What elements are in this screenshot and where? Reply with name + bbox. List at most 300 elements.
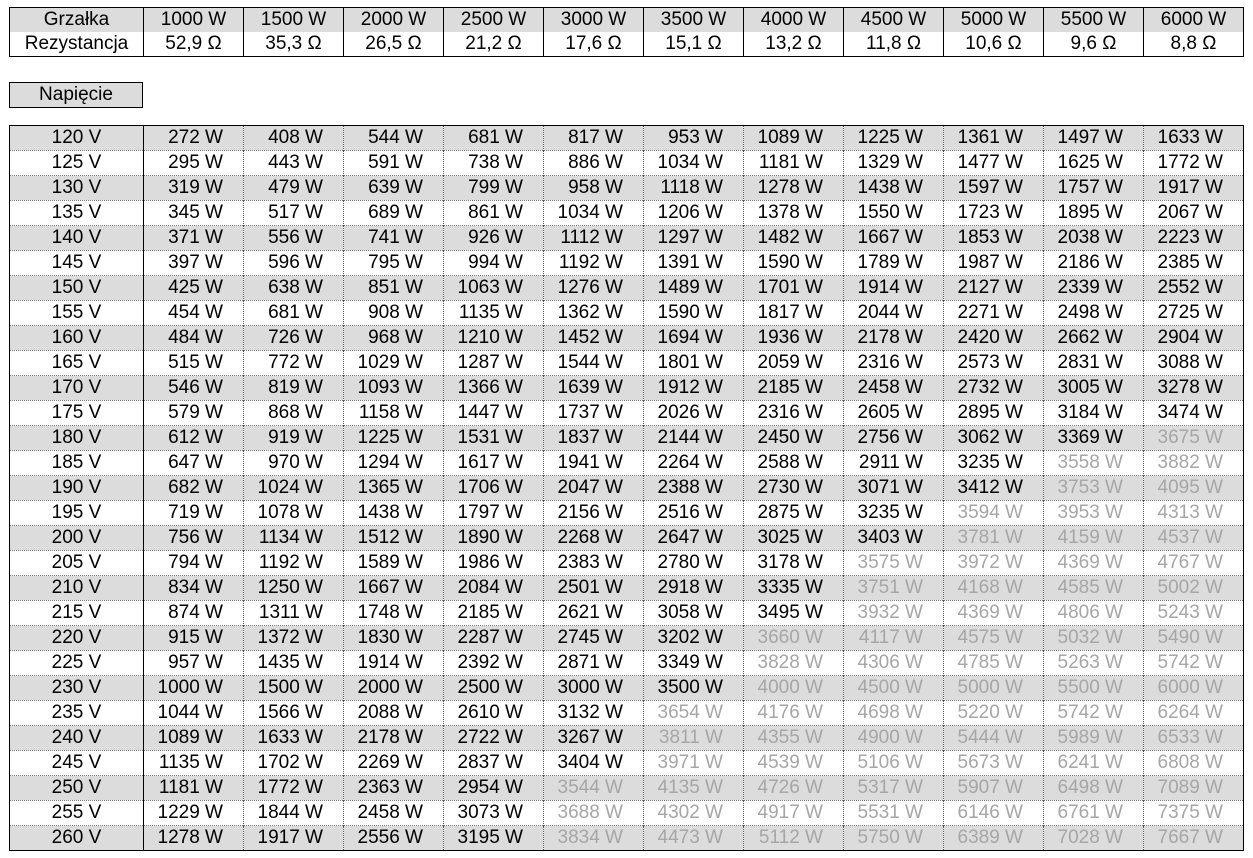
- power-cell: 794 W: [144, 551, 244, 576]
- power-cell: 454 W: [144, 301, 244, 326]
- power-cell: 1531 W: [444, 426, 544, 451]
- power-cell: 1034 W: [644, 151, 744, 176]
- power-cell: 3267 W: [544, 726, 644, 751]
- power-cell: 3058 W: [644, 601, 744, 626]
- table-row: [10, 451, 1244, 476]
- table-row: [10, 226, 1244, 251]
- voltage-cell: 180 V: [10, 426, 144, 451]
- power-cell: 295 W: [144, 151, 244, 176]
- voltage-cell: 175 V: [10, 401, 144, 426]
- power-cell: 1500 W: [244, 676, 344, 701]
- power-cell: 2588 W: [744, 451, 844, 476]
- power-cell: 4539 W: [744, 751, 844, 776]
- power-cell: 1566 W: [244, 701, 344, 726]
- power-cell: 3073 W: [444, 801, 544, 826]
- table-row: [10, 151, 1244, 176]
- power-cell: 2186 W: [1044, 251, 1144, 276]
- power-cell: 2954 W: [444, 776, 544, 801]
- resistance-cell: 8,8 Ω: [1144, 32, 1244, 57]
- power-cell: 3753 W: [1044, 476, 1144, 501]
- power-cell: 4917 W: [744, 801, 844, 826]
- power-cell: 3781 W: [944, 526, 1044, 551]
- power-cell: 425 W: [144, 276, 244, 301]
- power-cell: 1941 W: [544, 451, 644, 476]
- power-cell: 2610 W: [444, 701, 544, 726]
- power-cell: 2392 W: [444, 651, 544, 676]
- power-cell: 5673 W: [944, 751, 1044, 776]
- power-cell: 3594 W: [944, 501, 1044, 526]
- table-row: [10, 301, 1244, 326]
- power-cell: 741 W: [344, 226, 444, 251]
- power-cell: 1667 W: [844, 226, 944, 251]
- power-cell: 719 W: [144, 501, 244, 526]
- power-cell: 2127 W: [944, 276, 1044, 301]
- power-cell: 2047 W: [544, 476, 644, 501]
- power-cell: 5032 W: [1044, 626, 1144, 651]
- power-cell: 2556 W: [344, 826, 444, 851]
- voltage-cell: 145 V: [10, 251, 144, 276]
- power-cell: 1297 W: [644, 226, 744, 251]
- power-cell: 681 W: [244, 301, 344, 326]
- power-cell: 3500 W: [644, 676, 744, 701]
- power-cell: 6808 W: [1144, 751, 1244, 776]
- voltage-cell: 205 V: [10, 551, 144, 576]
- power-cell: 1276 W: [544, 276, 644, 301]
- power-cell: 5317 W: [844, 776, 944, 801]
- power-cell: 2516 W: [644, 501, 744, 526]
- power-cell: 4306 W: [844, 651, 944, 676]
- power-cell: 1118 W: [644, 176, 744, 201]
- power-cell: 1378 W: [744, 201, 844, 226]
- power-cell: 2647 W: [644, 526, 744, 551]
- power-cell: 4000 W: [744, 676, 844, 701]
- power-cell: 1089 W: [744, 126, 844, 151]
- power-cell: 3495 W: [744, 601, 844, 626]
- power-cell: 4900 W: [844, 726, 944, 751]
- power-cell: 1210 W: [444, 326, 544, 351]
- table-row: [10, 676, 1244, 701]
- power-cell: 1986 W: [444, 551, 544, 576]
- power-cell: 2573 W: [944, 351, 1044, 376]
- power-cell: 1617 W: [444, 451, 544, 476]
- power-cell: 1853 W: [944, 226, 1044, 251]
- resistance-cell: 17,6 Ω: [544, 32, 644, 57]
- power-cell: 1034 W: [544, 201, 644, 226]
- power-cell: 4806 W: [1044, 601, 1144, 626]
- power-cell: 2363 W: [344, 776, 444, 801]
- power-cell: 2722 W: [444, 726, 544, 751]
- power-cell: 834 W: [144, 576, 244, 601]
- power-cell: 1912 W: [644, 376, 744, 401]
- power-cell: 1772 W: [1144, 151, 1244, 176]
- power-cell: 7089 W: [1144, 776, 1244, 801]
- power-cell: 2038 W: [1044, 226, 1144, 251]
- table-row: [10, 251, 1244, 276]
- power-cell: 639 W: [344, 176, 444, 201]
- power-cell: 957 W: [144, 651, 244, 676]
- power-cell: 4369 W: [1044, 551, 1144, 576]
- power-cell: 1372 W: [244, 626, 344, 651]
- power-cell: 4785 W: [944, 651, 1044, 676]
- table-row: [10, 351, 1244, 376]
- resistance-label: Rezystancja: [10, 32, 144, 57]
- heater-power-cell: 5000 W: [944, 8, 1044, 33]
- heater-power-cell: 1000 W: [144, 8, 244, 33]
- power-cell: 1278 W: [744, 176, 844, 201]
- power-cell: 1438 W: [344, 501, 444, 526]
- power-cell: 6498 W: [1044, 776, 1144, 801]
- power-cell: 1890 W: [444, 526, 544, 551]
- power-cell: 817 W: [544, 126, 644, 151]
- power-cell: 1639 W: [544, 376, 644, 401]
- power-cell: 3654 W: [644, 701, 744, 726]
- voltage-cell: 200 V: [10, 526, 144, 551]
- power-cell: 2383 W: [544, 551, 644, 576]
- power-cell: 1512 W: [344, 526, 444, 551]
- table-row: [10, 651, 1244, 676]
- power-cell: 2420 W: [944, 326, 1044, 351]
- table-row: [10, 626, 1244, 651]
- power-cell: 1590 W: [644, 301, 744, 326]
- power-cell: 1294 W: [344, 451, 444, 476]
- power-cell: 7375 W: [1144, 801, 1244, 826]
- power-cell: 3000 W: [544, 676, 644, 701]
- power-cell: 3335 W: [744, 576, 844, 601]
- heater-power-cell: 3000 W: [544, 8, 644, 33]
- power-cell: 2725 W: [1144, 301, 1244, 326]
- power-cell: 2552 W: [1144, 276, 1244, 301]
- power-cell: 3675 W: [1144, 426, 1244, 451]
- power-cell: 2178 W: [844, 326, 944, 351]
- power-cell: 638 W: [244, 276, 344, 301]
- power-cell: 1435 W: [244, 651, 344, 676]
- power-cell: 4726 W: [744, 776, 844, 801]
- power-cell: 1917 W: [244, 826, 344, 851]
- power-cell: 1597 W: [944, 176, 1044, 201]
- heater-power-cell: 6000 W: [1144, 8, 1244, 33]
- power-cell: 1789 W: [844, 251, 944, 276]
- power-cell: 2067 W: [1144, 201, 1244, 226]
- power-cell: 2450 W: [744, 426, 844, 451]
- power-cell: 2185 W: [444, 601, 544, 626]
- power-cell: 1329 W: [844, 151, 944, 176]
- power-cell: 1181 W: [144, 776, 244, 801]
- voltage-cell: 130 V: [10, 176, 144, 201]
- voltage-cell: 260 V: [10, 826, 144, 851]
- power-cell: 2871 W: [544, 651, 644, 676]
- power-cell: 1366 W: [444, 376, 544, 401]
- power-cell: 795 W: [344, 251, 444, 276]
- heater-power-cell: 3500 W: [644, 8, 744, 33]
- power-cell: 926 W: [444, 226, 544, 251]
- power-cell: 1089 W: [144, 726, 244, 751]
- power-cell: 1477 W: [944, 151, 1044, 176]
- power-cell: 2662 W: [1044, 326, 1144, 351]
- power-cell: 5243 W: [1144, 601, 1244, 626]
- power-cell: 908 W: [344, 301, 444, 326]
- voltage-cell: 190 V: [10, 476, 144, 501]
- power-cell: 1830 W: [344, 626, 444, 651]
- power-cell: 1667 W: [344, 576, 444, 601]
- power-cell: 3278 W: [1144, 376, 1244, 401]
- power-cell: 6533 W: [1144, 726, 1244, 751]
- power-cell: 2911 W: [844, 451, 944, 476]
- table-row: [10, 426, 1244, 451]
- power-cell: 2745 W: [544, 626, 644, 651]
- power-cell: 3088 W: [1144, 351, 1244, 376]
- power-cell: 479 W: [244, 176, 344, 201]
- power-cell: 1895 W: [1044, 201, 1144, 226]
- power-cell: 1438 W: [844, 176, 944, 201]
- power-cell: 3688 W: [544, 801, 644, 826]
- power-cell: 1489 W: [644, 276, 744, 301]
- power-cell: 2895 W: [944, 401, 1044, 426]
- power-cell: 4473 W: [644, 826, 744, 851]
- power-cell: 3403 W: [844, 526, 944, 551]
- heater-power-cell: 4000 W: [744, 8, 844, 33]
- power-cell: 2339 W: [1044, 276, 1144, 301]
- power-cell: 1837 W: [544, 426, 644, 451]
- resistance-cell: 13,2 Ω: [744, 32, 844, 57]
- power-cell: 1625 W: [1044, 151, 1144, 176]
- power-cell: 5989 W: [1044, 726, 1144, 751]
- power-cell: 1590 W: [744, 251, 844, 276]
- power-cell: 5907 W: [944, 776, 1044, 801]
- power-cell: 4302 W: [644, 801, 744, 826]
- power-cell: 3235 W: [844, 501, 944, 526]
- voltage-cell: 140 V: [10, 226, 144, 251]
- power-cell: 1362 W: [544, 301, 644, 326]
- power-cell: 3404 W: [544, 751, 644, 776]
- power-cell: 772 W: [244, 351, 344, 376]
- power-cell: 738 W: [444, 151, 544, 176]
- power-cell: 2269 W: [344, 751, 444, 776]
- power-cell: 1723 W: [944, 201, 1044, 226]
- table-row: [10, 501, 1244, 526]
- power-cell: 1229 W: [144, 801, 244, 826]
- power-cell: 1391 W: [644, 251, 744, 276]
- heater-row: [10, 8, 1244, 33]
- power-cell: 1589 W: [344, 551, 444, 576]
- heater-header-table: [9, 7, 1244, 57]
- power-cell: 3071 W: [844, 476, 944, 501]
- table-row: [10, 551, 1244, 576]
- power-cell: 7667 W: [1144, 826, 1244, 851]
- power-cell: 3474 W: [1144, 401, 1244, 426]
- power-cell: 371 W: [144, 226, 244, 251]
- power-cell: 5750 W: [844, 826, 944, 851]
- power-cell: 1844 W: [244, 801, 344, 826]
- power-cell: 3412 W: [944, 476, 1044, 501]
- power-cell: 1365 W: [344, 476, 444, 501]
- power-cell: 3953 W: [1044, 501, 1144, 526]
- power-cell: 408 W: [244, 126, 344, 151]
- heater-power-cell: 2500 W: [444, 8, 544, 33]
- power-cell: 3660 W: [744, 626, 844, 651]
- power-cell: 2144 W: [644, 426, 744, 451]
- power-cell: 1278 W: [144, 826, 244, 851]
- table-row: [10, 751, 1244, 776]
- table-row: [10, 801, 1244, 826]
- power-cell: 2316 W: [844, 351, 944, 376]
- voltage-cell: 125 V: [10, 151, 144, 176]
- power-cell: 682 W: [144, 476, 244, 501]
- voltage-cell: 155 V: [10, 301, 144, 326]
- power-cell: 726 W: [244, 326, 344, 351]
- power-cell: 546 W: [144, 376, 244, 401]
- table-row: [10, 701, 1244, 726]
- voltage-cell: 225 V: [10, 651, 144, 676]
- power-cell: 886 W: [544, 151, 644, 176]
- power-cell: 3184 W: [1044, 401, 1144, 426]
- table-row: [10, 476, 1244, 501]
- table-row: [10, 201, 1244, 226]
- power-cell: 2605 W: [844, 401, 944, 426]
- power-cell: 2316 W: [744, 401, 844, 426]
- power-cell: 1737 W: [544, 401, 644, 426]
- power-cell: 4095 W: [1144, 476, 1244, 501]
- voltage-cell: 195 V: [10, 501, 144, 526]
- table-row: [10, 326, 1244, 351]
- voltage-cell: 250 V: [10, 776, 144, 801]
- power-cell: 2223 W: [1144, 226, 1244, 251]
- power-cell: 1482 W: [744, 226, 844, 251]
- power-cell: 1936 W: [744, 326, 844, 351]
- power-cell: 4537 W: [1144, 526, 1244, 551]
- power-cell: 919 W: [244, 426, 344, 451]
- power-cell: 868 W: [244, 401, 344, 426]
- power-cell: 1112 W: [544, 226, 644, 251]
- power-cell: 819 W: [244, 376, 344, 401]
- power-cell: 2388 W: [644, 476, 744, 501]
- resistance-cell: 11,8 Ω: [844, 32, 944, 57]
- table-row: [10, 601, 1244, 626]
- heater-label: Grzałka: [10, 8, 144, 33]
- power-cell: 970 W: [244, 451, 344, 476]
- power-cell: 915 W: [144, 626, 244, 651]
- power-cell: 1192 W: [544, 251, 644, 276]
- power-cell: 4135 W: [644, 776, 744, 801]
- power-cell: 2730 W: [744, 476, 844, 501]
- power-cell: 2385 W: [1144, 251, 1244, 276]
- power-cell: 3178 W: [744, 551, 844, 576]
- power-cell: 994 W: [444, 251, 544, 276]
- power-cell: 1706 W: [444, 476, 544, 501]
- power-cell: 2875 W: [744, 501, 844, 526]
- table-row: [10, 826, 1244, 851]
- power-cell: 2084 W: [444, 576, 544, 601]
- power-cell: 1361 W: [944, 126, 1044, 151]
- power-cell: 1311 W: [244, 601, 344, 626]
- power-cell: 2904 W: [1144, 326, 1244, 351]
- power-cell: 3575 W: [844, 551, 944, 576]
- power-cell: 2268 W: [544, 526, 644, 551]
- power-cell: 2026 W: [644, 401, 744, 426]
- power-cell: 397 W: [144, 251, 244, 276]
- power-cell: 1550 W: [844, 201, 944, 226]
- power-cell: 1987 W: [944, 251, 1044, 276]
- table-row: [10, 176, 1244, 201]
- power-cell: 596 W: [244, 251, 344, 276]
- power-cell: 3828 W: [744, 651, 844, 676]
- power-cell: 3971 W: [644, 751, 744, 776]
- power-cell: 2000 W: [344, 676, 444, 701]
- power-cell: 3132 W: [544, 701, 644, 726]
- power-cell: 3025 W: [744, 526, 844, 551]
- resistance-row: [10, 32, 1244, 57]
- voltage-label: Napięcie: [9, 82, 143, 108]
- power-cell: 3369 W: [1044, 426, 1144, 451]
- power-cell: 4176 W: [744, 701, 844, 726]
- power-cell: 5490 W: [1144, 626, 1244, 651]
- power-cell: 1181 W: [744, 151, 844, 176]
- voltage-cell: 165 V: [10, 351, 144, 376]
- voltage-cell: 230 V: [10, 676, 144, 701]
- power-cell: 319 W: [144, 176, 244, 201]
- power-cell: 3544 W: [544, 776, 644, 801]
- power-cell: 1206 W: [644, 201, 744, 226]
- power-cell: 2088 W: [344, 701, 444, 726]
- heater-power-cell: 5500 W: [1044, 8, 1144, 33]
- power-cell: 5500 W: [1044, 676, 1144, 701]
- power-cell: 4698 W: [844, 701, 944, 726]
- power-cell: 6264 W: [1144, 701, 1244, 726]
- power-cell: 689 W: [344, 201, 444, 226]
- power-cell: 3558 W: [1044, 451, 1144, 476]
- power-cell: 968 W: [344, 326, 444, 351]
- power-cell: 3235 W: [944, 451, 1044, 476]
- voltage-cell: 210 V: [10, 576, 144, 601]
- power-cell: 6761 W: [1044, 801, 1144, 826]
- power-cell: 3751 W: [844, 576, 944, 601]
- power-cell: 1748 W: [344, 601, 444, 626]
- power-cell: 5742 W: [1044, 701, 1144, 726]
- table-row: [10, 526, 1244, 551]
- table-row: [10, 401, 1244, 426]
- voltage-cell: 150 V: [10, 276, 144, 301]
- power-cell: 544 W: [344, 126, 444, 151]
- power-cell: 2044 W: [844, 301, 944, 326]
- power-cell: 3005 W: [1044, 376, 1144, 401]
- power-cell: 2918 W: [644, 576, 744, 601]
- power-cell: 1701 W: [744, 276, 844, 301]
- power-cell: 1633 W: [1144, 126, 1244, 151]
- resistance-cell: 10,6 Ω: [944, 32, 1044, 57]
- power-cell: 1914 W: [344, 651, 444, 676]
- power-cell: 345 W: [144, 201, 244, 226]
- table-row: [10, 376, 1244, 401]
- power-cell: 5002 W: [1144, 576, 1244, 601]
- voltage-cell: 215 V: [10, 601, 144, 626]
- power-cell: 5444 W: [944, 726, 1044, 751]
- resistance-cell: 9,6 Ω: [1044, 32, 1144, 57]
- power-cell: 4767 W: [1144, 551, 1244, 576]
- power-cell: 4585 W: [1044, 576, 1144, 601]
- power-cell: 3834 W: [544, 826, 644, 851]
- power-cell: 3932 W: [844, 601, 944, 626]
- power-cell: 3062 W: [944, 426, 1044, 451]
- power-cell: 4355 W: [744, 726, 844, 751]
- power-cell: 4117 W: [844, 626, 944, 651]
- power-cell: 556 W: [244, 226, 344, 251]
- power-cell: 5263 W: [1044, 651, 1144, 676]
- power-cell: 1135 W: [144, 751, 244, 776]
- power-cell: 6389 W: [944, 826, 1044, 851]
- power-cell: 2831 W: [1044, 351, 1144, 376]
- power-cell: 1694 W: [644, 326, 744, 351]
- resistance-cell: 35,3 Ω: [244, 32, 344, 57]
- heater-power-cell: 2000 W: [344, 8, 444, 33]
